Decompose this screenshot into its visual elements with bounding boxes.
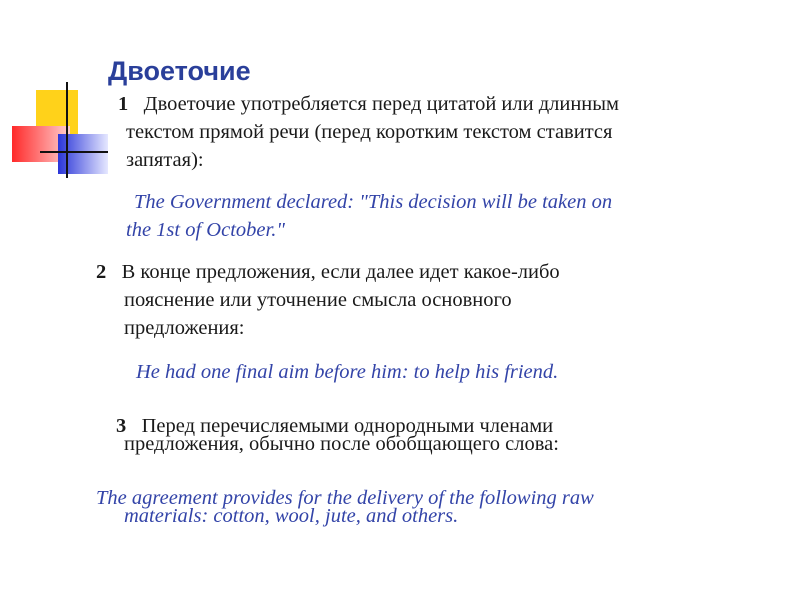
deco-horizontal-line [40, 151, 108, 153]
item-1-example-line-1: The Government declared: "This decision will be taken on [134, 191, 613, 213]
slide-title: Двоеточие [108, 56, 251, 86]
item-2-example-line-1: He had one final aim before him: to help his friend. [136, 361, 559, 383]
item-3-line-2: предложения, обычно после обобщающего слова: [124, 433, 559, 455]
deco-vertical-line [66, 82, 68, 178]
item-2-number: 2 [96, 261, 107, 283]
item-1 [118, 90, 619, 118]
item-1-line-1: Двоеточие употребляется перед цитатой или длинным [143, 93, 620, 115]
decorative-corner-graphic [0, 0, 110, 180]
item-1-line-3: запятая): [126, 149, 204, 171]
item-2-line-1: В конце предложения, если далее идет какое-либо [121, 261, 560, 283]
item-2 [96, 258, 560, 286]
item-3-number: 3 [116, 415, 127, 437]
item-1-example-line-2: the 1st of October." [126, 219, 285, 241]
item-1-line-2: текстом прямой речи (перед коротким текстом ставится [126, 121, 613, 143]
item-1-number: 1 [118, 93, 129, 115]
item-3-example-line-1: The agreement provides for the delivery of the following raw [96, 487, 594, 509]
item-3-line-1: Перед перечисляемыми однородными членами [141, 415, 554, 437]
item-2-line-3: предложения: [124, 317, 245, 339]
item-2-line-2: пояснение или уточнение смысла основного [124, 289, 512, 311]
item-3-example-line-2: materials: cotton, wool, jute, and others. [124, 505, 459, 527]
